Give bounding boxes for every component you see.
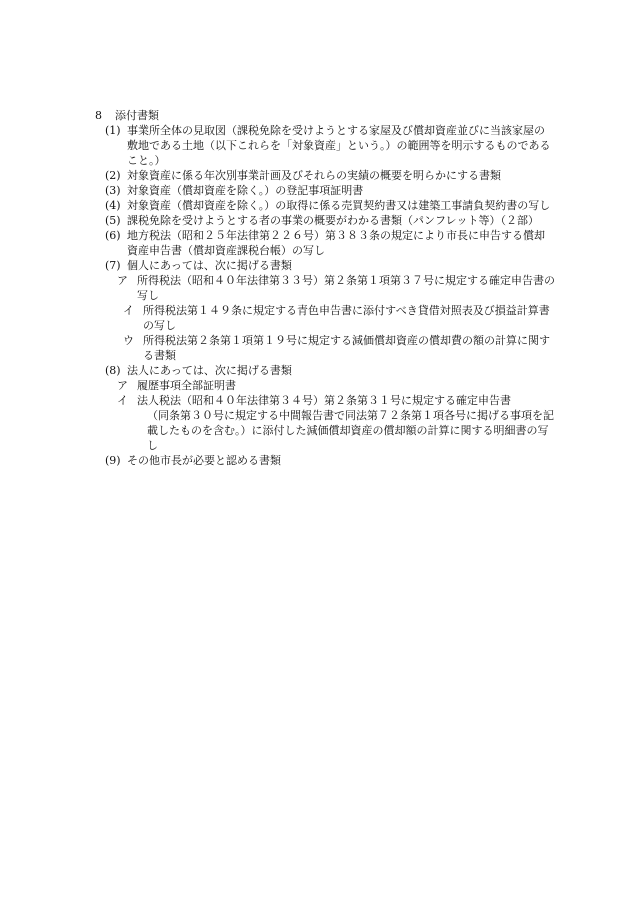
sub-item-text: 所得税法第１４９条に規定する青色申告書に添付すべき貸借対照表及び損益計算書の写し	[143, 304, 550, 332]
item-number: (7)	[105, 259, 121, 272]
sub-item-label: ア	[117, 379, 128, 392]
item-number: (1)	[105, 124, 121, 137]
section-number: 8	[95, 109, 102, 122]
list-item-2	[95, 168, 555, 183]
section-heading	[95, 108, 555, 123]
item-number: (9)	[105, 454, 121, 467]
item-number: (4)	[105, 199, 121, 212]
list-item-8	[95, 363, 555, 378]
item-text: 対象資産（償却資産を除く。）の取得に係る売買契約書又は建築工事請負契約書の写し	[127, 199, 551, 212]
list-item-6	[95, 228, 555, 258]
item-text: 個人にあっては、次に掲げる書類	[127, 259, 292, 272]
sub-item-8a	[117, 378, 555, 393]
item-number: (8)	[105, 364, 121, 377]
list-item-4	[95, 198, 555, 213]
attachment-document-list	[95, 108, 555, 468]
item-text: その他市長が必要と認める書類	[127, 454, 281, 467]
sub-item-text: 所得税法第２条第１項第１９号に規定する減価償却資産の償却費の額の計算に関する書類	[143, 334, 550, 362]
sub-item-text-line1: 法人税法（昭和４０年法律第３４号）第２条第３１号に規定する確定申告書	[137, 394, 511, 407]
sub-item-text: 所得税法（昭和４０年法律第３３号）第２条第１項第３７号に規定する確定申告書の写し	[137, 274, 555, 302]
item-number: (2)	[105, 169, 121, 182]
sub-item-text: 履歴事項全部証明書	[137, 379, 236, 392]
sub-item-7b	[123, 303, 555, 333]
list-item-3	[95, 183, 555, 198]
item-number: (3)	[105, 184, 121, 197]
list-item-5	[95, 213, 555, 228]
item-number: (5)	[105, 214, 121, 227]
item-text: 法人にあっては、次に掲げる書類	[127, 364, 292, 377]
sub-item-text	[137, 393, 555, 453]
list-item-7	[95, 258, 555, 273]
item-text: 地方税法（昭和２５年法律第２２６号）第３８３条の規定により市長に申告する償却資産申告書（償却資産課税台帳）の写し	[127, 229, 545, 257]
sub-item-8b	[117, 393, 555, 453]
sub-item-label: ア	[117, 274, 128, 287]
sub-item-label: イ	[123, 304, 134, 317]
list-item-9	[95, 453, 555, 468]
item-text: 事業所全体の見取図（課税免除を受けようとする家屋及び償却資産並びに当該家屋の敷地である土地（以下これらを「対象資産」という。）の範囲等を明示するものであること。）	[127, 124, 551, 167]
item-text: 課税免除を受けようとする者の事業の概要がわかる書類（パンフレット等）（２部）	[127, 214, 539, 227]
sub-item-text-continuation: （同条第３０号に規定する中間報告書で同法第７２条第１項各号に掲げる事項を記載したものを含む。）に添付した減価償却資産の償却額の計算に関する明細書の写し	[147, 409, 554, 452]
sub-item-7c	[123, 333, 555, 363]
item-number: (6)	[105, 229, 121, 242]
sub-item-label: ウ	[123, 334, 134, 347]
section-title: 添付書類	[115, 109, 159, 122]
item-text: 対象資産（償却資産を除く。）の登記事項証明書	[127, 184, 364, 197]
sub-item-7a	[117, 273, 555, 303]
sub-item-label: イ	[117, 394, 128, 407]
item-text: 対象資産に係る年次別事業計画及びそれらの実績の概要を明らかにする書類	[127, 169, 501, 182]
list-item-1	[95, 123, 555, 168]
